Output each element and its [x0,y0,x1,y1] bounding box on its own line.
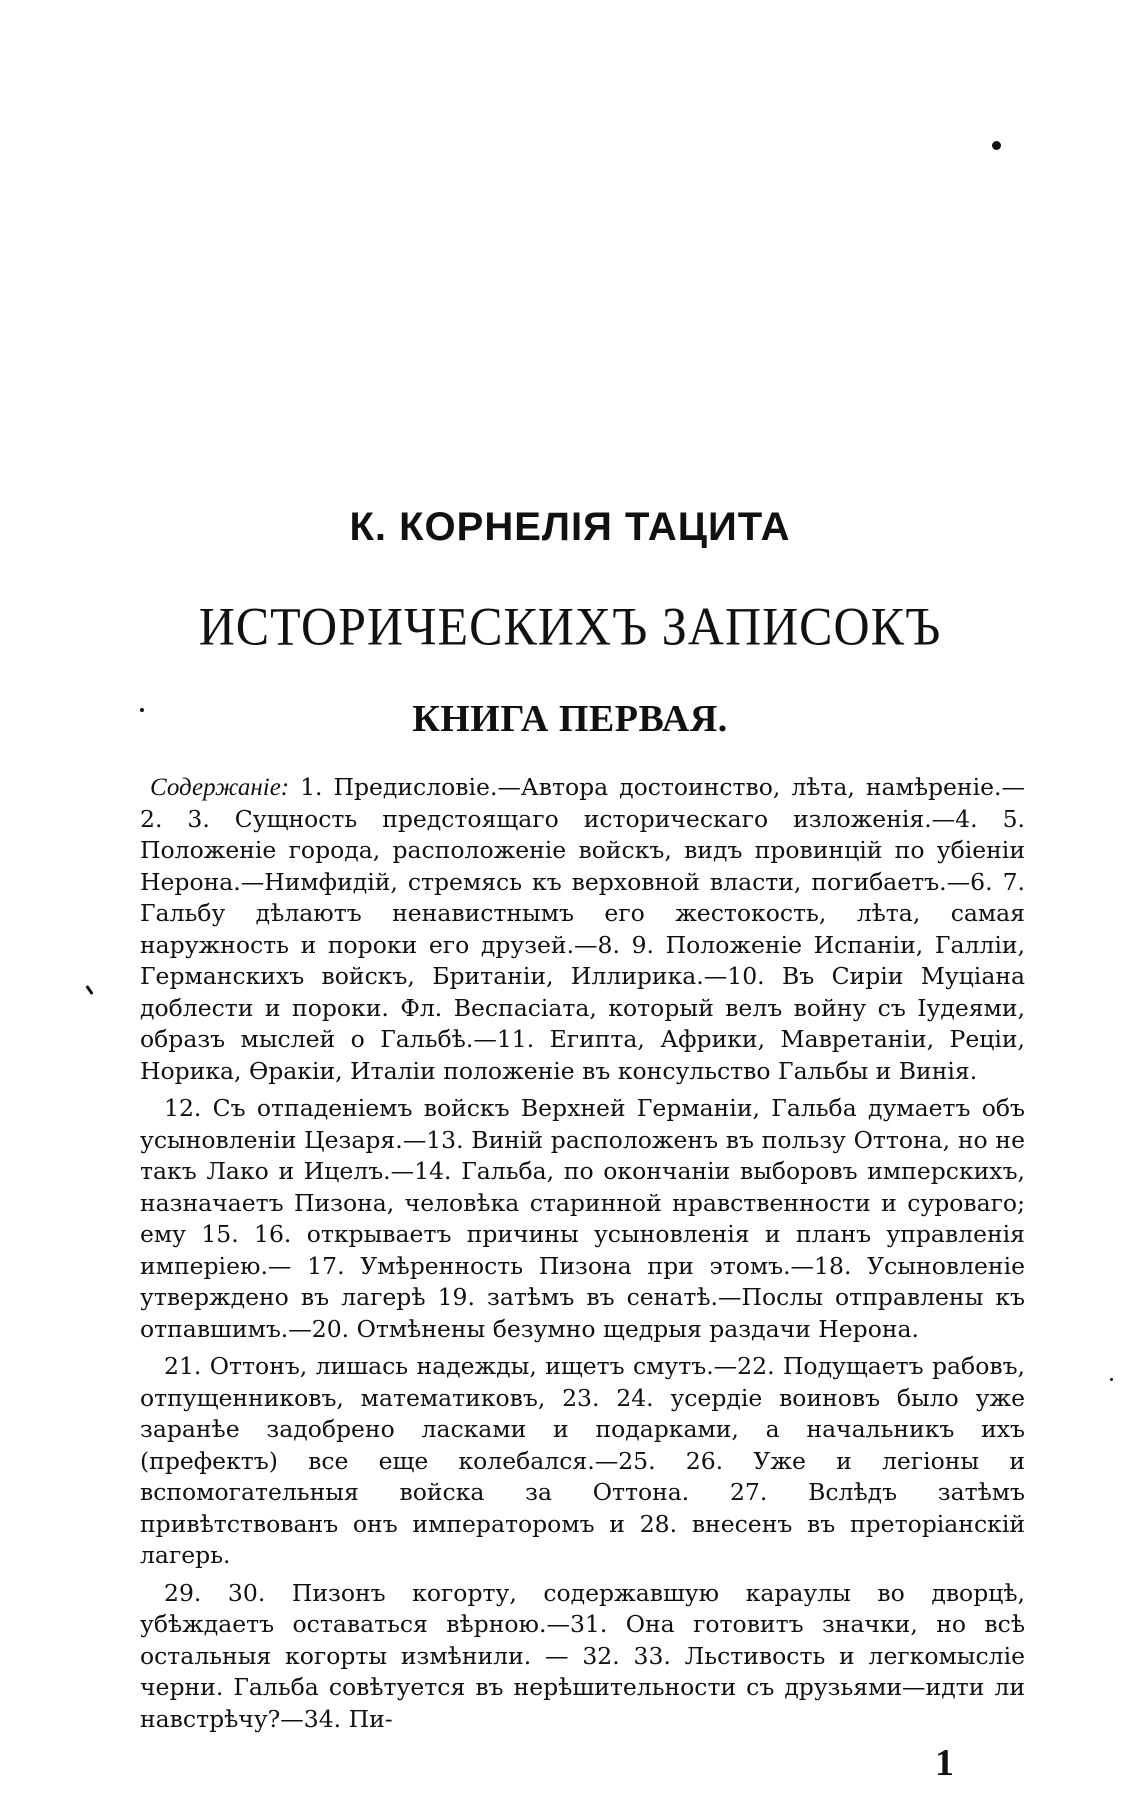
contents-label: Содержаніе: [150,774,290,801]
work-title: ИСТОРИЧЕСКИХЪ ЗАПИСОКЪ [198,595,942,657]
contents-text: 1. Предисловіе.—Автора достоинство, лѣта, намѣреніе.—2. 3. Сущность предстоящаго историческаго изложенія.—4. 5. Положеніе города, расположеніе войскъ, видъ провинцій по убіеніи Нерона.—Нимфидій, стремясь къ верховной власти, погибаетъ.—6. 7. Гальбу дѣлаютъ ненавистнымъ его жестокость, лѣта, самая наружность и пороки его друзей.—8. 9. Положеніе Испаніи, Галліи, Германскихъ войскъ, Британіи, Иллирика.—10. Въ Сиріи Муціана доблести и пороки. Фл. Веспасіата, который велъ войну съ Іудеями, образъ мыслей о Гальбѣ.—11. Египта, Африки, Мавретаніи, Реціи, Норика, Ѳракіи, Италіи положеніе въ консульство Гальбы и Винія. [140,773,1025,1085]
contents-paragraph [140,772,1025,1087]
contents-paragraph: 29. 30. Пизонъ когорту, содержавшую караулы во дворцѣ, убѣждаетъ оставаться вѣрною.—31. Она готовитъ значки, но всѣ остальныя когорты измѣнили. — 32. 33. Льстивость и легкомысліе черни. Гальба совѣтуется въ нерѣшительности съ друзьями—идти ли навстрѣчу?—34. Пи- [140,1578,1025,1733]
contents-paragraph: 12. Съ отпаденіемъ войскъ Верхней Германіи, Гальба думаетъ объ усыновленіи Цезаря.—13. Виній расположенъ въ пользу Оттона, но не такъ Лако и Ицелъ.—14. Гальба, по окончаніи выборовъ имперскихъ, назначаетъ Пизона, человѣка старинной нравственности и суроваго; ему 15. 16. открываетъ причины усыновленія и планъ управленія имперіею.— 17. Умѣренность Пизона при этомъ.—18. Усыновленіе утверждено въ лагерѣ 19. затѣмъ въ сенатѣ.—Послы отправлены къ отпавшимъ.—20. Отмѣнены безумно щедрыя раздачи Нерона. [140,1094,1025,1343]
ink-speck [1110,1378,1113,1381]
ink-mark [85,985,93,995]
book-title: КНИГА ПЕРВАЯ. [412,698,728,740]
ink-speck [992,141,1001,150]
contents-summary [140,772,1025,1741]
page-number: 1 [935,1742,954,1784]
contents-paragraph: 21. Оттонъ, лишась надежды, ищетъ смутъ.—22. Подущаетъ рабовъ, отпущенниковъ, математиковъ, 23. 24. усердіе воиновъ было уже заранѣе задобрено ласками и подарками, а начальникъ ихъ (префектъ) все еще колебался.—25. 26. Уже и легіоны и вспомогательныя войска за Оттона. 27. Вслѣдъ затѣмъ привѣтствованъ онъ императоромъ и 28. внесенъ въ преторіанскій лагерь. [140,1352,1025,1569]
author-heading: К. КОРНЕЛІЯ ТАЦИТА [349,505,791,549]
